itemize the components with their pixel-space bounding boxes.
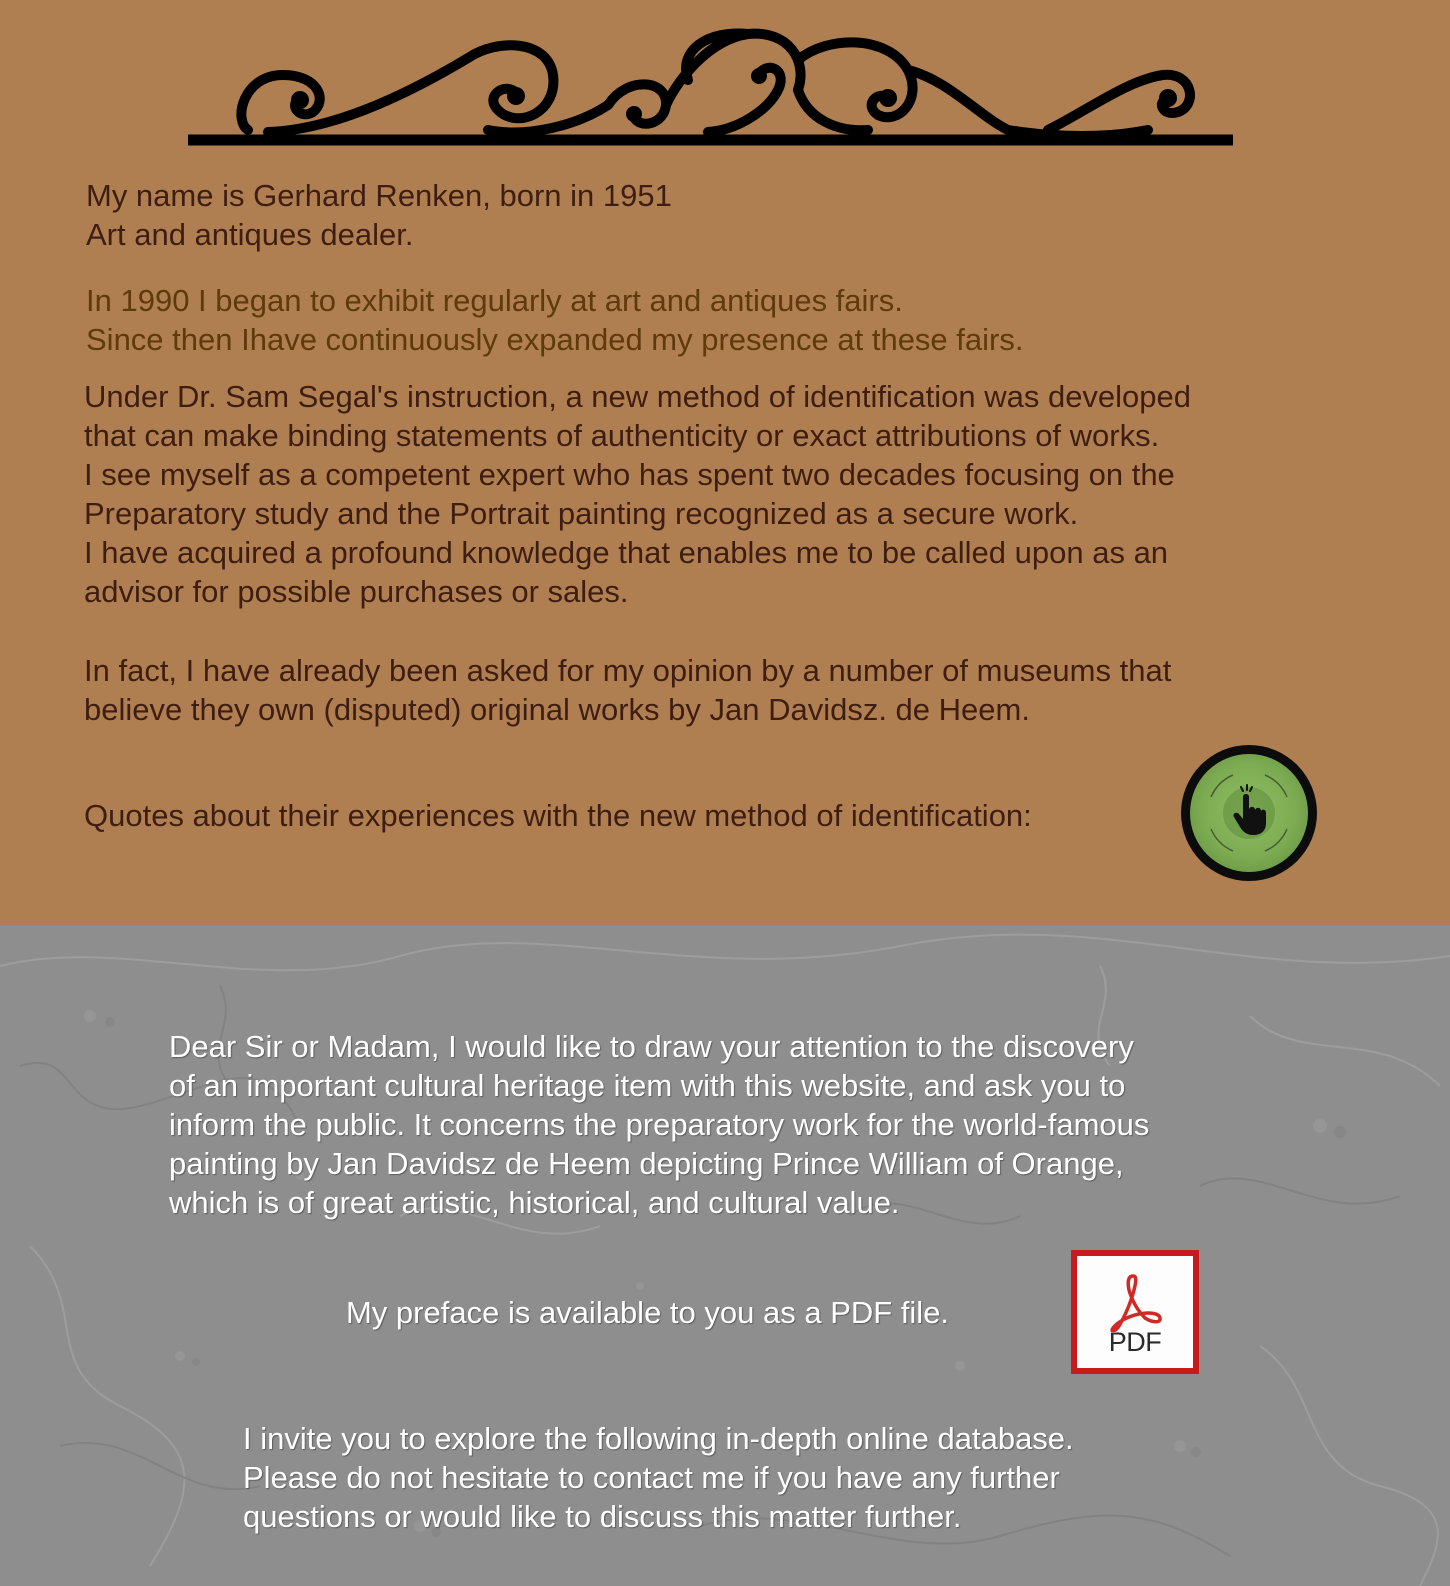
pdf-download-button[interactable] <box>1071 1250 1199 1374</box>
method-line: Preparatory study and the Portrait painting recognized as a secure work. <box>84 496 1079 531</box>
museums-paragraph <box>84 651 1171 729</box>
quotes-button[interactable] <box>1181 745 1317 881</box>
method-line: I see myself as a competent expert who has spent two decades focusing on the <box>84 457 1175 492</box>
method-line: advisor for possible purchases or sales. <box>84 574 629 609</box>
method-line: Under Dr. Sam Segal's instruction, a new method of identification was developed <box>84 379 1192 414</box>
preface-label: My preface is available to you as a PDF file. <box>346 1295 950 1330</box>
fairs-paragraph <box>86 281 1023 359</box>
letter-line: inform the public. It concerns the preparatory work for the world-famous <box>169 1107 1150 1142</box>
method-line: that can make binding statements of authenticity or exact attributions of works. <box>84 418 1160 453</box>
invite-line: I invite you to explore the following in-depth online database. <box>243 1421 1074 1456</box>
letter-section <box>0 926 1450 1586</box>
intro-line: Art and antiques dealer. <box>86 217 414 252</box>
letter-line: of an important cultural heritage item with this website, and ask you to <box>169 1068 1126 1103</box>
letter-line: which is of great artistic, historical, and cultural value. <box>169 1185 900 1220</box>
invite-line: Please do not hesitate to contact me if you have any further <box>243 1460 1060 1495</box>
letter-line: Dear Sir or Madam, I would like to draw your attention to the discovery <box>169 1029 1134 1064</box>
invite-paragraph <box>243 1419 1074 1536</box>
quotes-label: Quotes about their experiences with the new method of identification: <box>84 798 1032 833</box>
method-line: I have acquired a profound knowledge that enables me to be called upon as an <box>84 535 1169 570</box>
scroll-ornament-icon <box>188 20 1248 152</box>
museums-line: believe they own (disputed) original works by Jan Davidsz. de Heem. <box>84 692 1030 727</box>
fairs-line: In 1990 I began to exhibit regularly at art and antiques fairs. <box>86 283 903 318</box>
invite-line: questions or would like to discuss this matter further. <box>243 1499 962 1534</box>
intro-line: My name is Gerhard Renken, born in 1951 <box>86 178 672 213</box>
fairs-line: Since then Ihave continuously expanded my presence at these fairs. <box>86 322 1024 357</box>
intro-paragraph <box>86 176 672 254</box>
adobe-acrobat-pdf-icon <box>1105 1272 1165 1332</box>
letter-paragraph <box>169 1027 1149 1222</box>
pointing-hand-click-icon <box>1181 745 1317 881</box>
pdf-label: PDF <box>1108 1327 1162 1357</box>
method-paragraph <box>84 377 1191 611</box>
museums-line: In fact, I have already been asked for my opinion by a number of museums that <box>84 653 1172 688</box>
letter-line: painting by Jan Davidsz de Heem depicting Prince William of Orange, <box>169 1146 1124 1181</box>
